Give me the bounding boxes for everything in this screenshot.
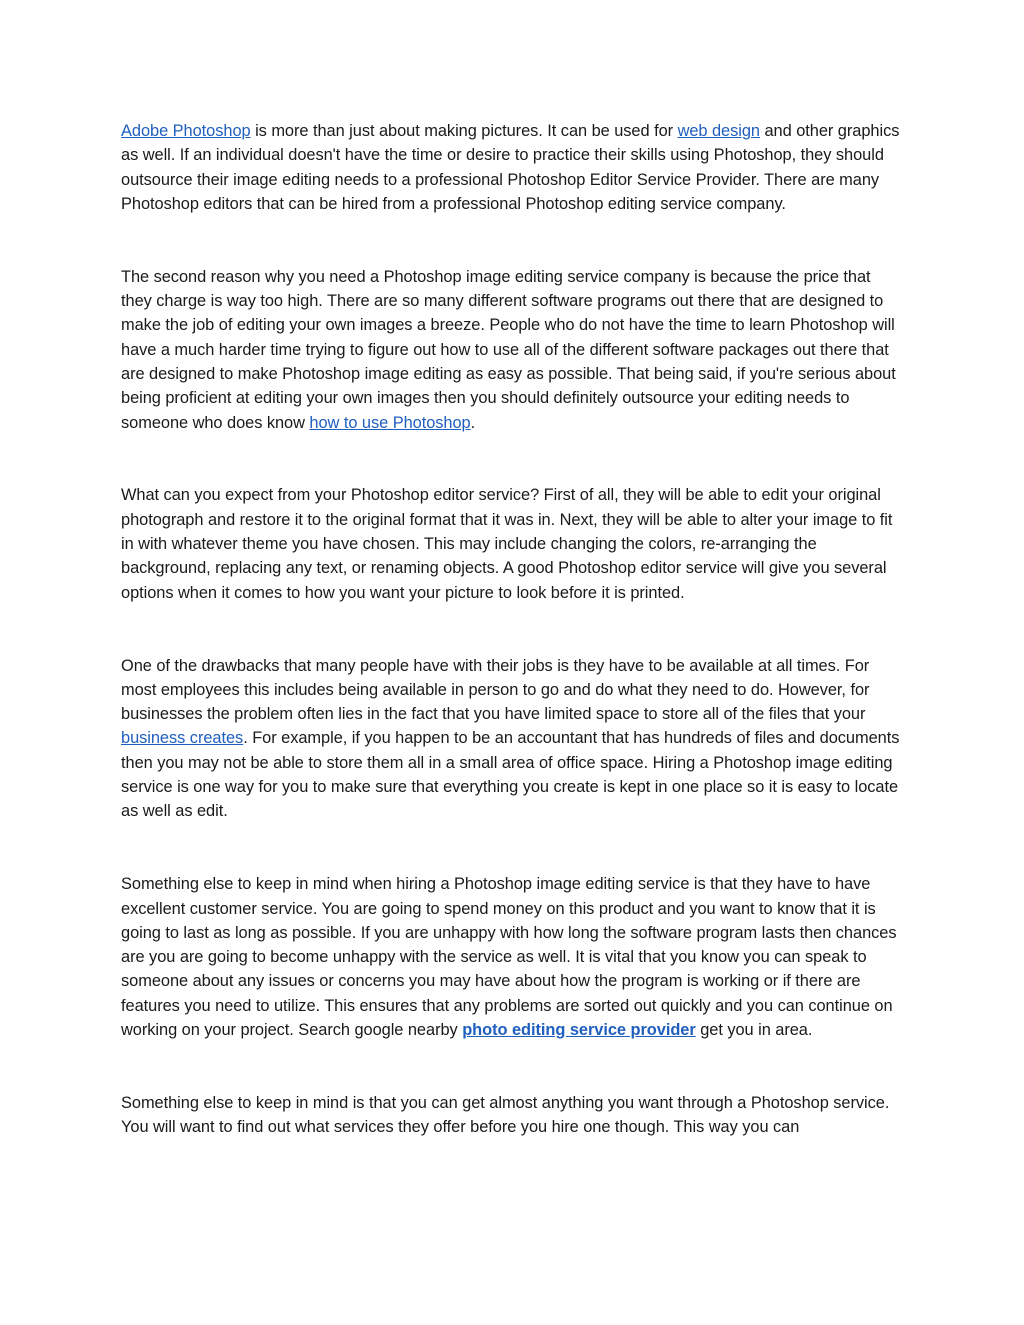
paragraph-text: . For example, if you happen to be an accountant that has hundreds of files and documents then you may not be able to store them all in a small area of office space. Hiring a Photoshop image editing service is one way for you to make sure that everything you create is kept in one place so it is easy to locate as well as edit. [121,729,900,821]
document-page [121,119,905,1139]
link-web-design[interactable]: web design [677,122,760,140]
paragraph-text: is more than just about making pictures. It can be used for [250,122,678,140]
link-adobe-photoshop[interactable]: Adobe Photoshop [121,122,251,140]
paragraph-text: What can you expect from your Photoshop editor service? First of all, they will be able to edit your original photograph and restore it to the original format that it was in. Next, they will be able to alter your image to fit in with whatever theme you have chosen. This may include changing the colors, re-arranging the background, replacing any text, or renaming objects. A good Photoshop editor service will give you several options when it comes to how you want your picture to look before it is printed. [121,486,893,602]
paragraph-spacer [121,435,905,484]
paragraph-2 [121,265,905,435]
paragraph-text: get you in area. [695,1020,813,1039]
paragraph-4 [121,654,905,824]
paragraph-spacer [121,605,905,654]
paragraph-1 [121,119,905,216]
paragraph-text: Something else to keep in mind is that you can get almost anything you want through a Photoshop service. You will want to find out what services they offer before you hire one though. This way you can [121,1093,890,1137]
paragraph-3 [121,483,905,604]
paragraph-6 [121,1091,905,1140]
paragraph-text: and other graphics as well. If an individual doesn't have the time or desire to practice their skills using Photoshop, they should outsource their image editing needs to a professional Photoshop Editor Service Provider. There are many Photoshop editors that can be hired from a professional Photoshop editing service company. [121,122,900,213]
link-how-to-use-photoshop[interactable]: how to use Photoshop [309,413,471,432]
paragraph-spacer [121,216,905,265]
paragraph-spacer [121,824,905,873]
paragraph-spacer [121,1042,905,1091]
paragraph-5 [121,872,905,1042]
paragraph-text: Something else to keep in mind when hiring a Photoshop image editing service is that they have to have excellent customer service. You are going to spend money on this product and you want to know that it is going to last as long as possible. If you are unhappy with how long the software program lasts then chances are you are going to become unhappy with the service as well. It is vital that you know you can speak to someone about any issues or concerns you may have about how the program is working or if there are features you need to utilize. This ensures that any problems are sorted out quickly and you can continue on working on your project. Search google nearby [121,875,897,1039]
paragraph-text: One of the drawbacks that many people have with their jobs is they have to be available at all times. For most employees this includes being available in person to go and do what they need to do. However, for businesses the problem often lies in the fact that you have limited space to store all of the files that your [121,656,870,724]
paragraph-text: . [470,413,476,432]
link-photo-editing-service-provider[interactable]: photo editing service provider [462,1020,696,1039]
paragraph-text: The second reason why you need a Photoshop image editing service company is because the price that they charge is way too high. There are so many different software programs out there that are designed to make the job of editing your own images a breeze. People who do not have the time to learn Photoshop will have a much harder time trying to figure out how to use all of the different software packages out there that are designed to make Photoshop image editing as easy as possible. That being said, if you're serious about being proficient at editing your own images then you should definitely outsource your editing needs to someone who does know [121,267,896,432]
link-business-creates[interactable]: business creates [121,729,244,748]
